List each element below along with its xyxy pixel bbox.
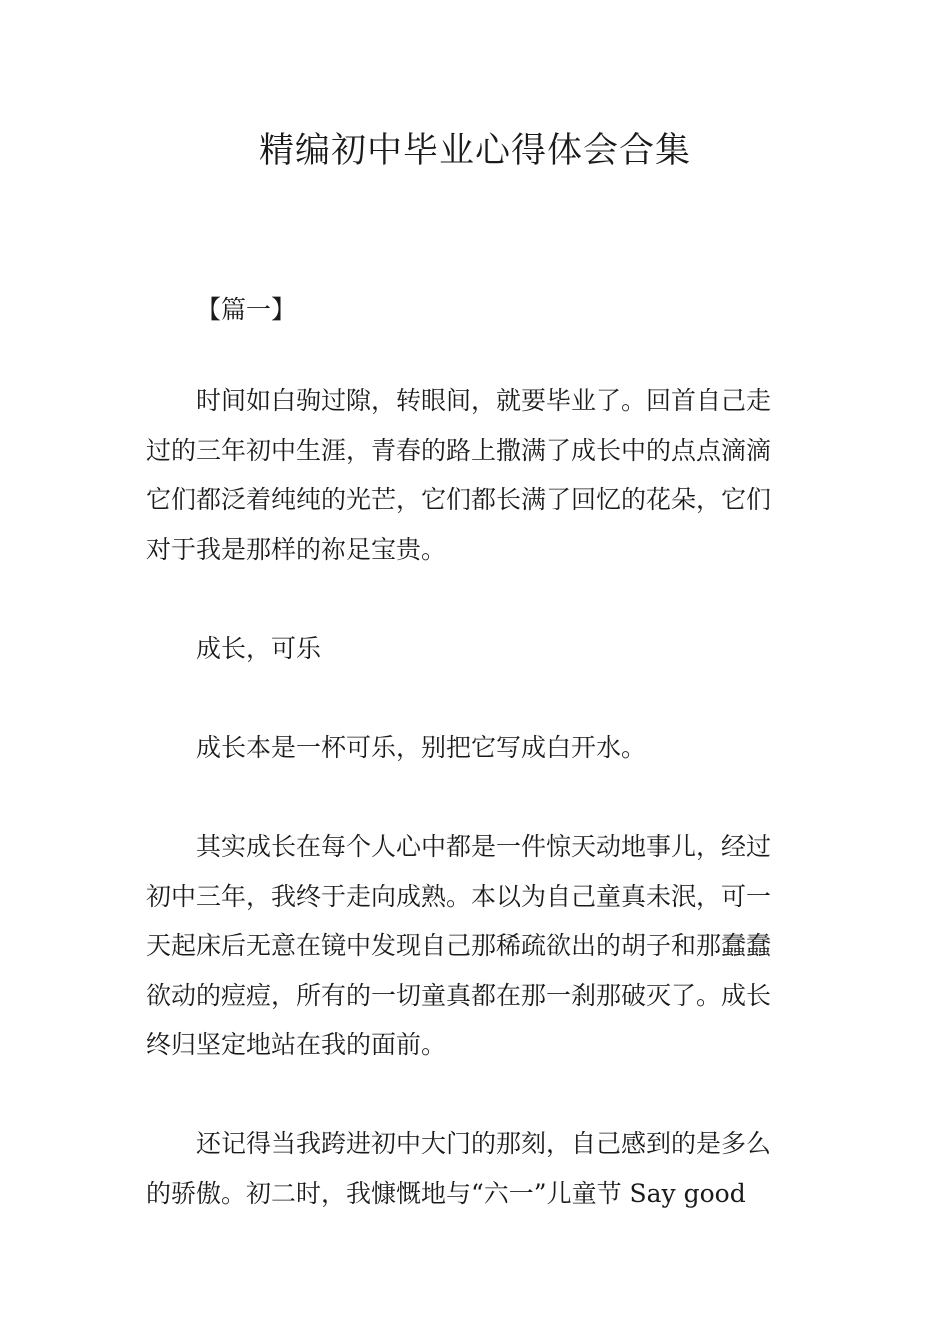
- paragraph-5: [146, 1119, 806, 1218]
- paragraph-line: 时间如白驹过隙，转眼间，就要毕业了。回首自己走: [196, 386, 772, 415]
- paragraph-line: 对于我是那样的祢足宝贵。: [146, 534, 447, 564]
- paragraph-line: 初中三年，我终于走向成熟。本以为自己童真未泯，可一: [146, 881, 772, 911]
- paragraph-4: [146, 822, 806, 1070]
- paragraph-line: 欲动的痘痘，所有的一切童真都在那一刹那破灭了。成长: [146, 980, 772, 1010]
- paragraph-line: 成长，可乐: [196, 634, 322, 663]
- paragraph-line: 终归坚定地站在我的面前。: [146, 1030, 447, 1059]
- paragraph-line: 其实成长在每个人心中都是一件惊天动地事儿，经过: [196, 832, 772, 861]
- paragraph-line: 它们都泛着纯纯的光芒，它们都长满了回忆的花朵，它们: [146, 485, 772, 514]
- paragraph-line: 天起床后无意在镜中发现自己那稀疏欲出的胡子和那蠢蠢: [146, 931, 772, 960]
- paragraph-1: [146, 376, 806, 574]
- paragraph-line: 还记得当我跨进初中大门的那刻，自己感到的是多么: [196, 1129, 772, 1158]
- paragraph-2: [146, 624, 806, 674]
- section-label: 【篇一】: [196, 295, 297, 324]
- paragraph-3: [146, 723, 806, 773]
- document-title: 精编初中毕业心得体会合集: [258, 131, 691, 171]
- paragraph-line: 的骄傲。初二时，我慷慨地与“六一”儿童节 Say good: [146, 1178, 746, 1208]
- paragraph-line: 成长本是一杯可乐，别把它写成白开水。: [196, 733, 647, 762]
- paragraph-line: 过的三年初中生涯，青春的路上撒满了成长中的点点滴滴: [146, 435, 772, 465]
